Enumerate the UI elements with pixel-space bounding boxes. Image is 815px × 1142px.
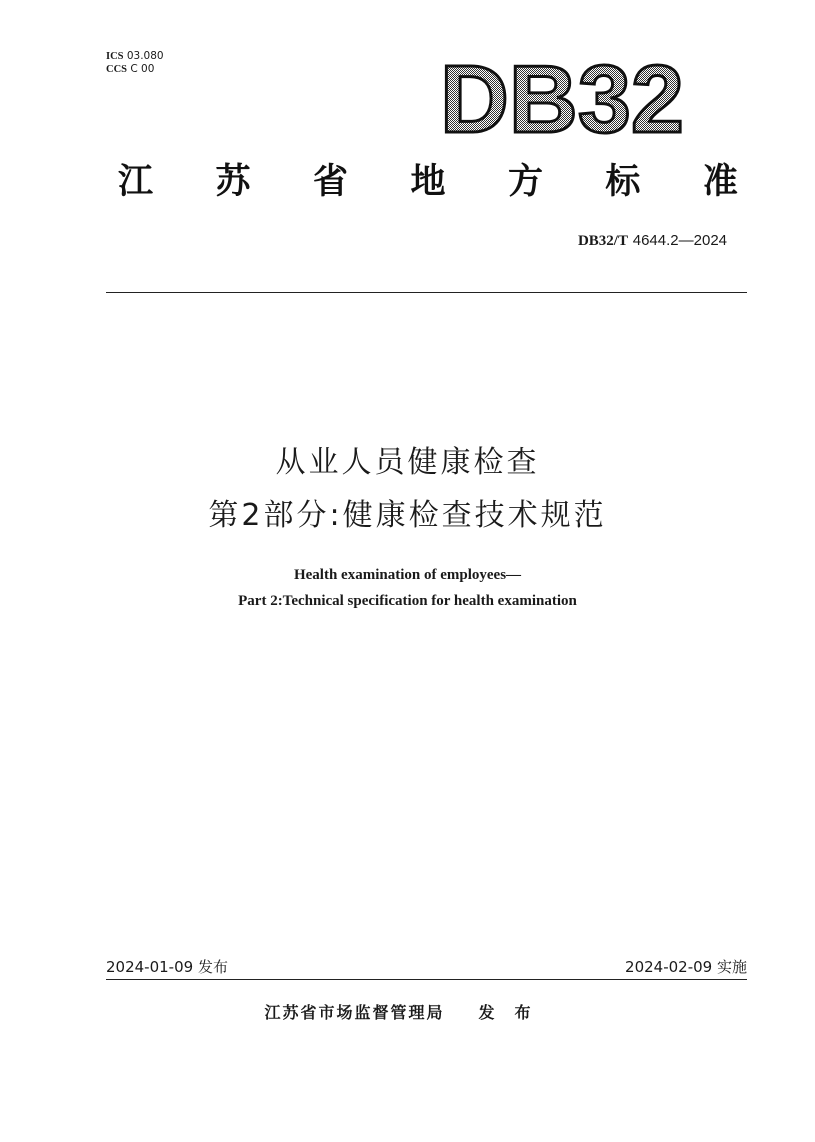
logo-text: DB32 (440, 52, 684, 140)
heading-char: 省 (312, 162, 348, 202)
title-cn-line1: 从业人员健康检查 (275, 445, 540, 480)
bottom-divider (106, 979, 747, 980)
province-standard-heading (118, 160, 738, 204)
title-cn-line2: 第2部分:健康检查技术规范 (208, 498, 607, 533)
standard-code: 4644.2—2024 (632, 232, 727, 249)
ccs-code (106, 63, 164, 76)
issuer-action: 发布 (478, 1003, 551, 1022)
ics-value: 03.080 (126, 50, 164, 62)
heading-char: 准 (702, 162, 738, 202)
classification-codes (106, 50, 164, 76)
ics-code (106, 50, 164, 63)
heading-char: 地 (410, 162, 446, 202)
heading-char: 标 (605, 162, 641, 202)
db32-logo (438, 52, 688, 140)
standard-prefix: DB32/T (577, 233, 628, 249)
heading-char: 江 (118, 162, 154, 202)
ics-label: ICS (106, 51, 124, 62)
heading-char: 方 (507, 162, 543, 202)
ccs-label: CCS (106, 64, 128, 75)
issuer-org: 江苏省市场监督管理局 (264, 1003, 445, 1022)
title-en-line1: Health examination of employees— (293, 567, 522, 583)
issuer (0, 1002, 815, 1024)
top-divider (106, 292, 747, 293)
title-en-line2: Part 2:Technical specification for health examination (238, 593, 577, 609)
issue-date: 2024-01-09 发布 (106, 958, 228, 976)
ccs-value: C 00 (130, 63, 155, 75)
heading-char: 苏 (215, 162, 251, 202)
standard-number (578, 230, 727, 251)
implement-date: 2024-02-09 实施 (625, 958, 747, 976)
